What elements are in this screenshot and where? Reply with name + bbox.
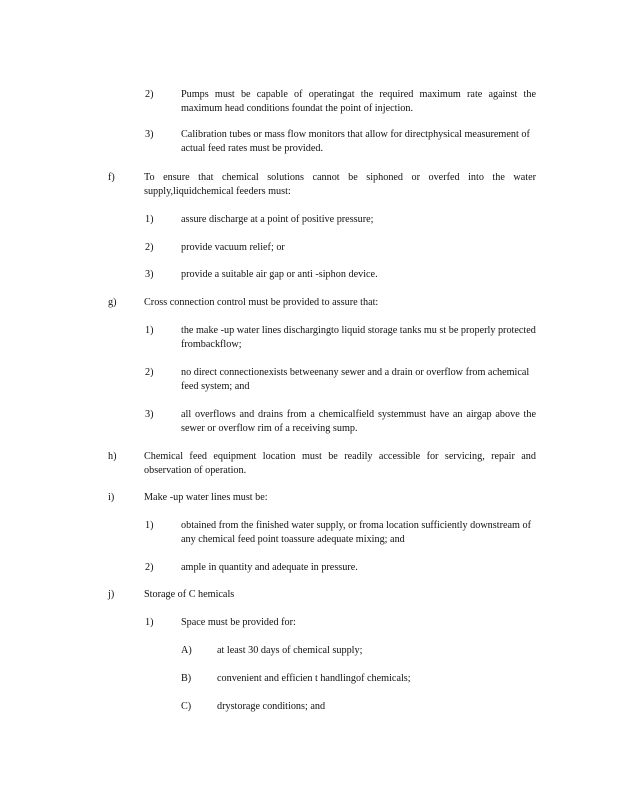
list-item [145,408,536,436]
item-text: obtained from the finished water supply, or froma location sufficiently downstream of any chemical feed point toassure adequate mixing; and [181,520,531,545]
item-text: drystorage conditions; and [217,701,326,712]
list-item [181,672,537,686]
list-item [145,366,536,394]
item-marker: C) [181,701,192,712]
list-item [145,561,536,575]
list-item [108,296,536,310]
list-item [145,268,536,282]
item-text: at least 30 days of chemical supply; [217,645,363,656]
item-text: provide vacuum relief; or [181,242,285,253]
item-text: the make -up water lines dischargingto liquid storage tanks mu st be properly protected frombackflow; [181,325,536,350]
item-marker: A) [181,645,192,656]
list-item [145,241,536,255]
item-text: ample in quantity and adequate in pressure. [181,562,358,573]
item-marker: 3) [145,269,154,280]
item-marker: 1) [145,520,154,531]
list-item [108,588,536,602]
item-text: provide a suitable air gap or anti -siphon device. [181,269,378,280]
item-marker: j) [108,589,115,600]
item-marker: h) [108,451,117,462]
list-item [181,644,537,658]
item-marker: g) [108,297,117,308]
item-marker: 2) [145,367,154,378]
item-marker: 1) [145,325,154,336]
list-item [108,450,536,478]
item-marker: i) [108,492,115,503]
item-text: assure discharge at a point of positive pressure; [181,214,374,225]
item-text: no direct connectionexists betweenany sewer and a drain or overflow from achemical feed system; and [181,367,530,392]
item-text: Calibration tubes or mass flow monitors that allow for directphysical measurement of actual feed rates must be provided. [181,129,530,154]
item-marker: f) [108,172,115,183]
list-item [108,491,536,505]
item-marker: 2) [145,89,154,100]
item-marker: 3) [145,409,154,420]
item-marker: 1) [145,617,154,628]
item-text: convenient and efficien t handlingof chemicals; [217,673,411,684]
list-item [145,128,536,156]
item-text: To ensure that chemical solutions cannot be siphoned or overfed into the water supply,liquidchemical feeders must: [144,172,536,197]
item-marker: B) [181,673,192,684]
item-text: Make -up water lines must be: [144,492,268,503]
item-text: Pumps must be capable of operatingat the required maximum rate against the maximum head conditions foundat the point of injection. [181,89,536,114]
item-text: Cross connection control must be provided to assure that: [144,297,379,308]
item-marker: 2) [145,562,154,573]
list-item [145,519,536,547]
item-text: Chemical feed equipment location must be readily accessible for servicing, repair and observation of operation. [144,451,536,476]
list-item [145,616,536,630]
item-marker: 1) [145,214,154,225]
list-item [181,700,537,714]
list-item [108,171,536,199]
list-item [145,324,536,352]
list-item [145,213,536,227]
item-marker: 2) [145,242,154,253]
item-text: Storage of C hemicals [144,589,235,600]
item-text: all overflows and drains from a chemicalfield systemmust have an airgap above the sewer or overflow rim of a receiving sump. [181,409,536,434]
item-marker: 3) [145,129,154,140]
item-text: Space must be provided for: [181,617,296,628]
list-item [145,88,536,116]
